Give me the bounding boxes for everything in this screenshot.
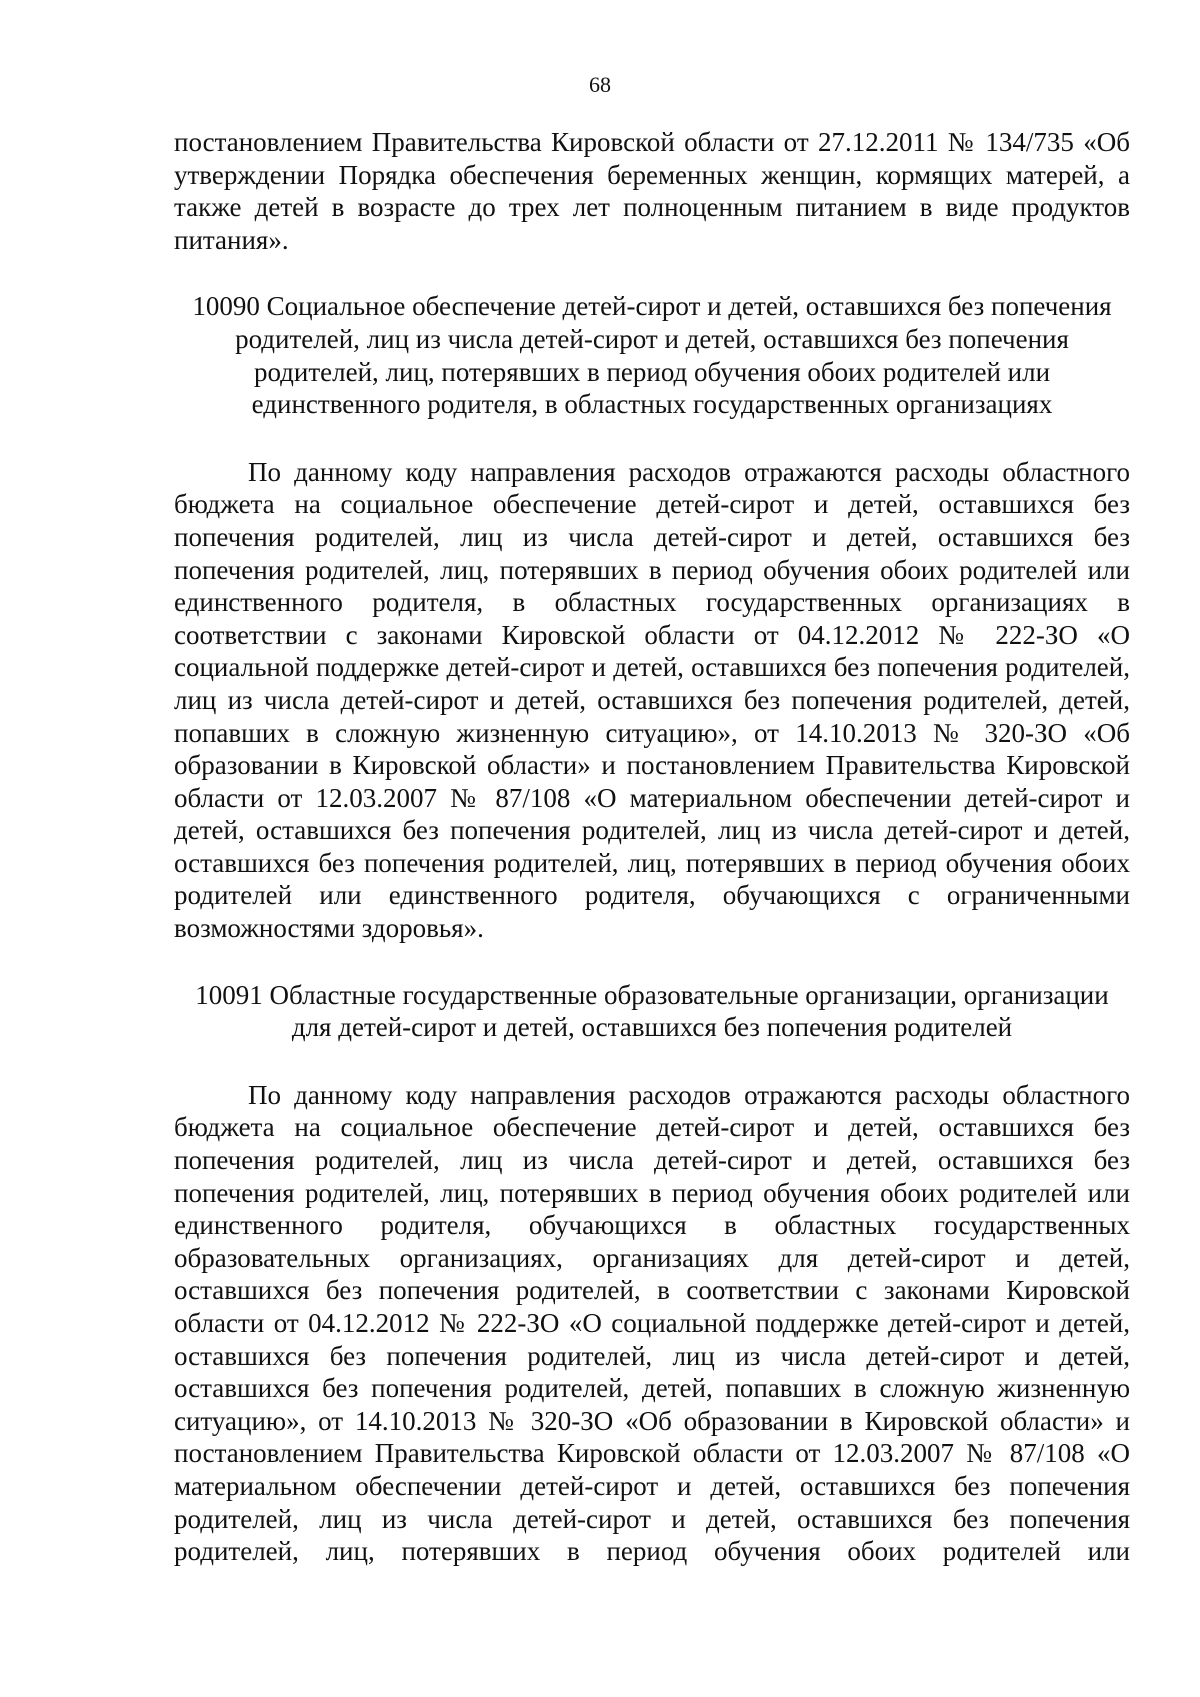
intro-paragraph: постановлением Правительства Кировской области от 27.12.2011 № 134/735 «Об утверждении Порядка обеспечения беременных женщин, кормящих матерей, а также детей в возрасте до трех лет полноценным питанием в виде продуктов питания». <box>174 127 1130 255</box>
section-heading-10091: 10091 Областные государственные образовательные организации, организации для детей-сирот и детей, оставшихся без попечения родителей <box>195 979 1109 1043</box>
page-number: 68 <box>589 72 611 97</box>
spacer <box>174 945 1130 979</box>
spacer <box>174 256 1130 290</box>
section-paragraph-10091: По данному коду направления расходов отражаются расходы областного бюджета на социальное обеспечение детей-сирот и детей, оставшихся без попечения родителей, лиц из числа детей-сирот и детей, оставшихся без попечения родителей, лиц, потерявших в период обучения обоих родителей или единственного родителя, обучающихся в областных государственных образовательных организациях, организациях для детей-сирот и детей, оставшихся без попечения родителей, в соответствии с законами Кировской области от 04.12.2012 № 222-ЗО «О социальной поддержке детей-сирот и детей, оставшихся без попечения родителей, лиц из числа детей-сирот и детей, оставшихся без попечения родителей, детей, попавших в сложную жизненную ситуацию», от 14.10.2013 № 320-ЗО «Об образовании в Кировской области» и постановлением Правительства Кировской области от 12.03.2007 № 87/108 «О материальном обеспечении детей-сирот и детей, оставшихся без попечения родителей, лиц из числа детей-сирот и детей, оставшихся без попечения родителей, лиц, потерявших в период обучения обоих родителей или <box>174 1079 1130 1567</box>
section-paragraph-10090: По данному коду направления расходов отражаются расходы областного бюджета на социальное обеспечение детей-сирот и детей, оставшихся без попечения родителей, лиц из числа детей-сирот и детей, оставшихся без попечения родителей, лиц, потерявших в период обучения обоих родителей или единственного родителя, в областных государственных организациях в соответствии с законами Кировской области от 04.12.2012 № 222-ЗО «О социальной поддержке детей-сирот и детей, оставшихся без попечения родителей, лиц из числа детей-сирот и детей, оставшихся без попечения родителей, детей, попавших в сложную жизненную ситуацию», от 14.10.2013 № 320-ЗО «Об образовании в Кировской области» и постановлением Правительства Кировской области от 12.03.2007 № 87/108 «О материальном обеспечении детей-сирот и детей, оставшихся без попечения родителей, лиц из числа детей-сирот и детей, оставшихся без попечения родителей, лиц, потерявших в период обучения обоих родителей или единственного родителя, обучающихся с ограниченными возможностями здоровья». <box>174 456 1130 944</box>
spacer <box>174 421 1130 456</box>
spacer <box>174 1044 1130 1079</box>
document-body <box>174 126 1130 1568</box>
section-heading-10090: 10090 Социальное обеспечение детей-сирот и детей, оставшихся без попечения родителей, лиц из числа детей-сирот и детей, оставшихся без попечения родителей, лиц, потерявших в период обучения обоих родителей или единственного родителя, в областных государственных организациях <box>192 291 1112 420</box>
